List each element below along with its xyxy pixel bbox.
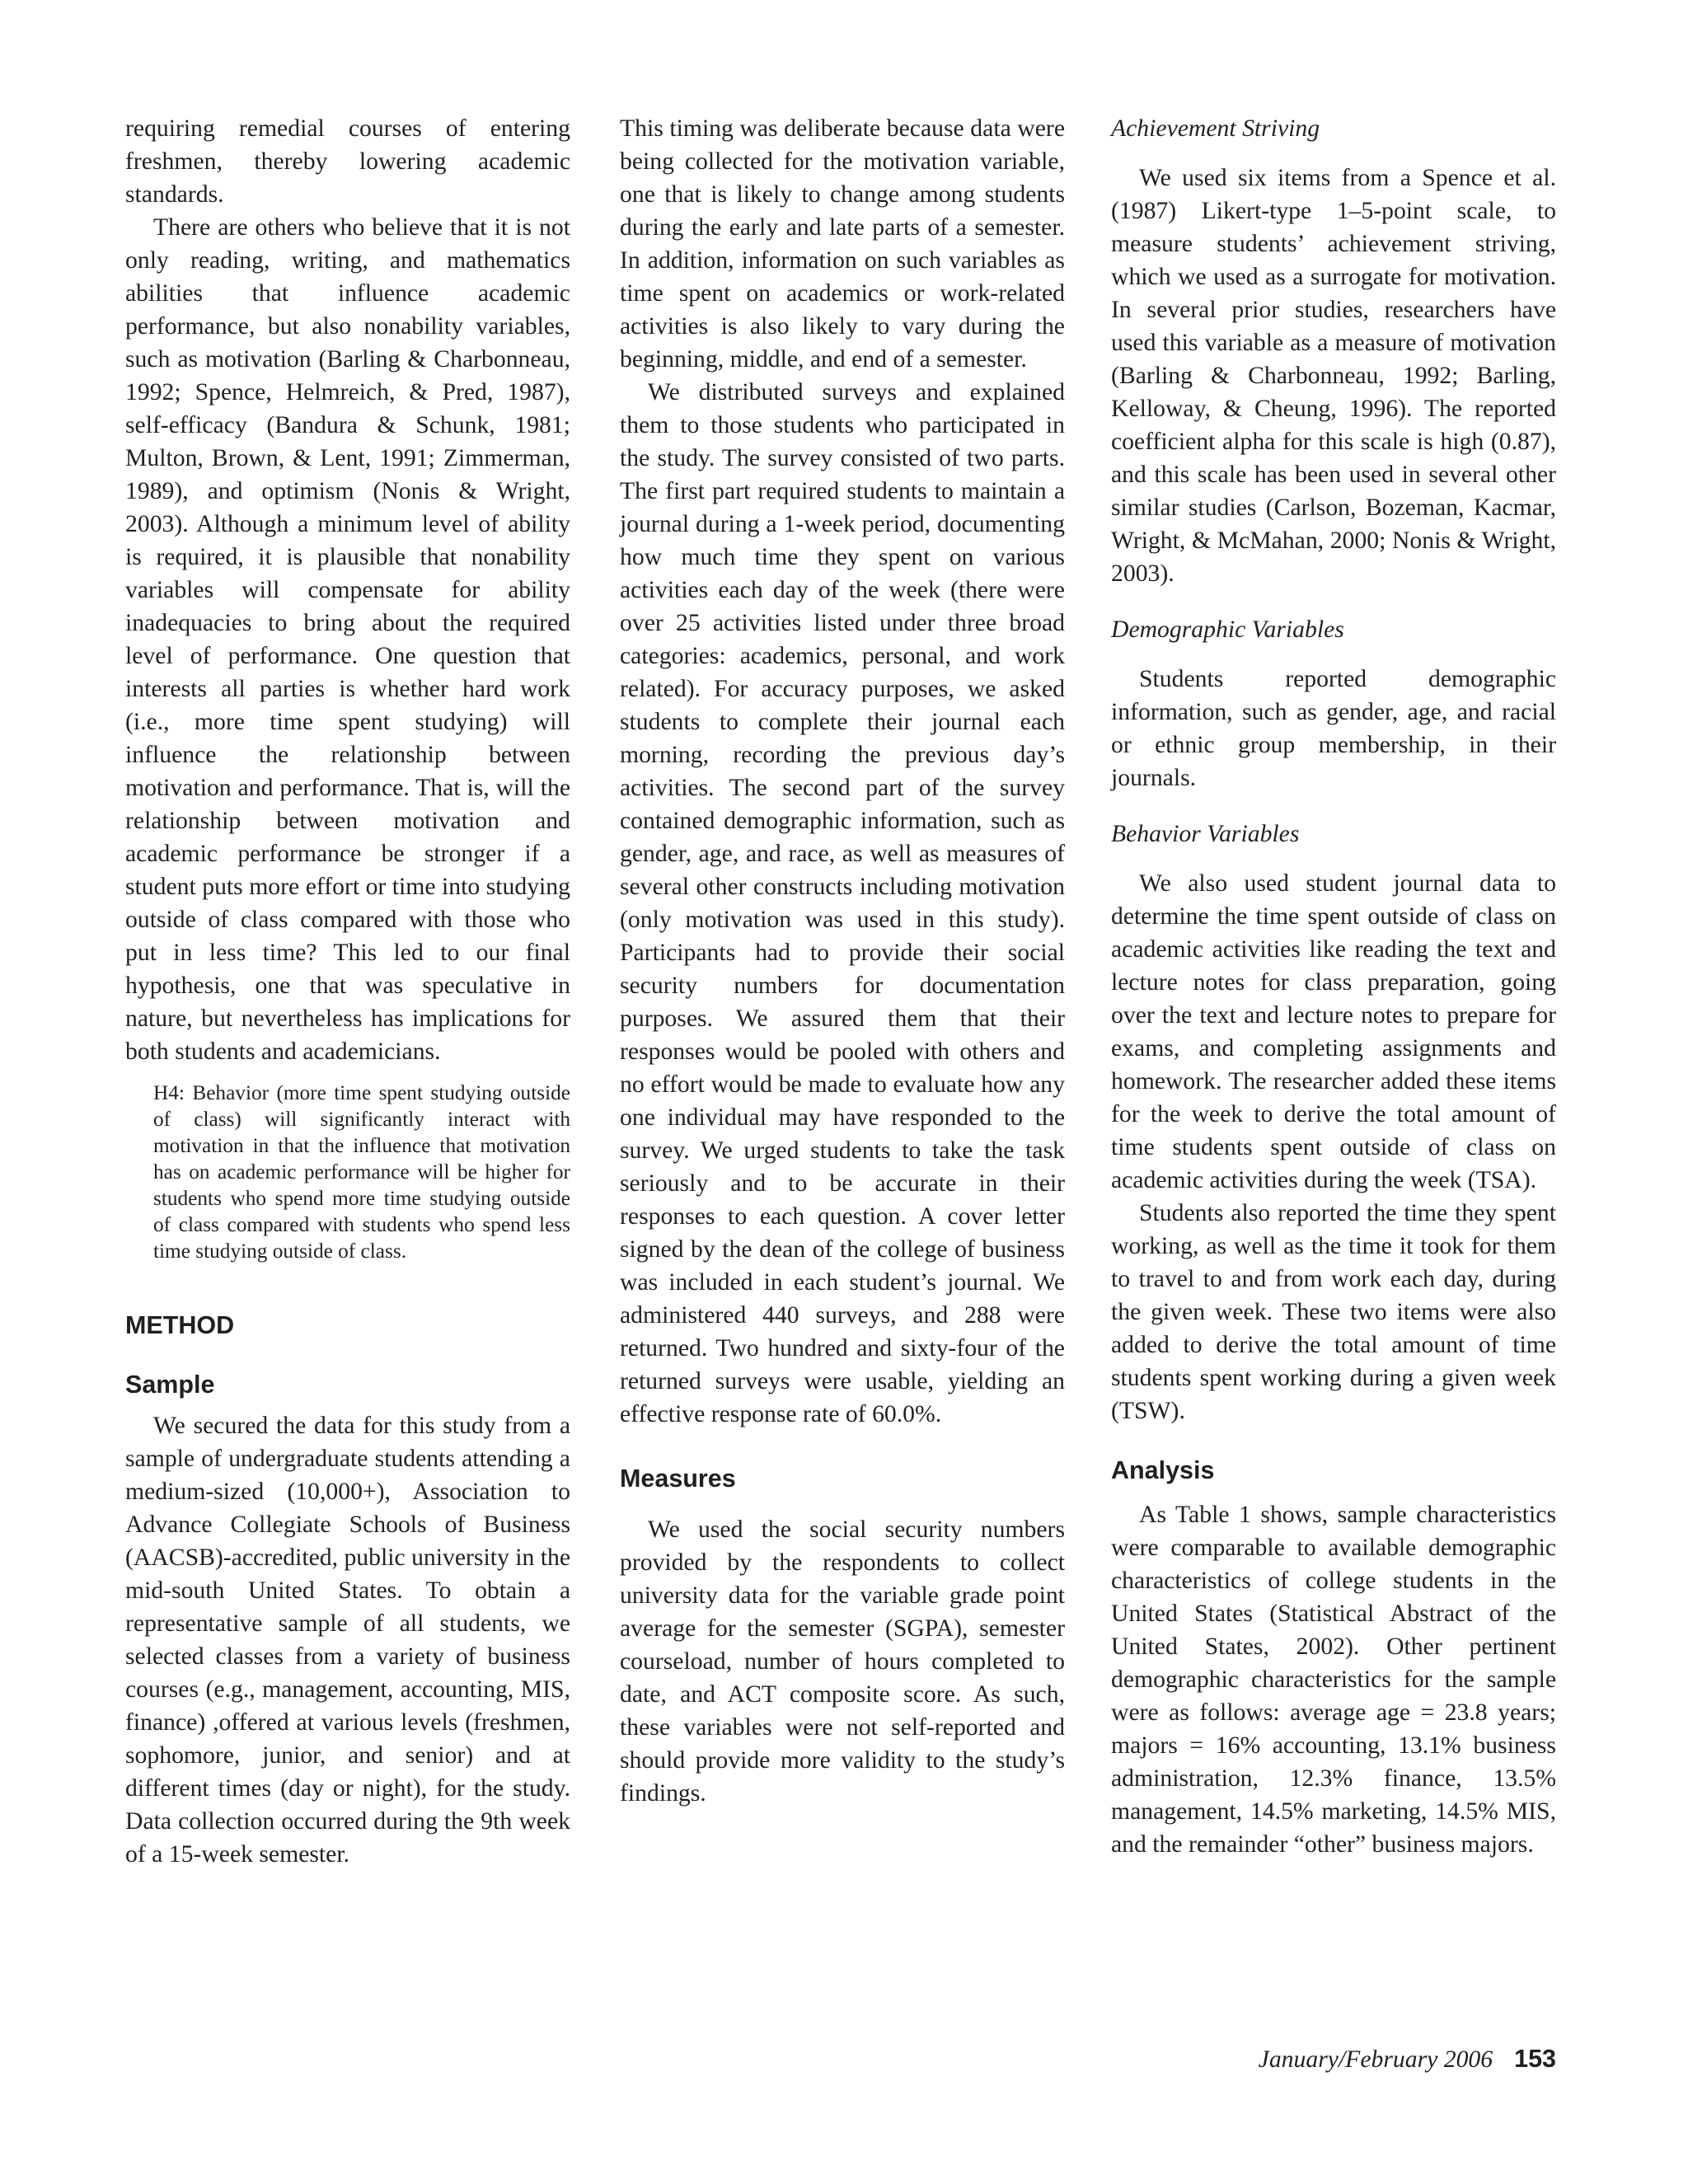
paragraph-demographic: Students reported demographic information, such as gender, age, and racial or ethnic group membership, in their journals. [1111, 666, 1556, 791]
measures-heading: Measures [620, 1465, 736, 1493]
paragraph-behavior: We also used student journal data to determine the time spent outside of class on academic activities like reading the text and lecture notes for class preparation, going over the text and lecture notes to prepare for exams, and completing assignments and homework. The researcher added these items for the week to derive the total amount of time students spent outside of class on academic activities during the week (TSA). [1111, 870, 1556, 1193]
paragraph-1: requiring remedial courses of entering freshmen, thereby lowering academic standards. [125, 115, 570, 208]
paragraph-measures: We used the social security numbers provided by the respondents to collect university data for the variable grade point average for the semester (SGPA), semester courseload, number of hours completed to date, and ACT composite score. As such, these variables were not self-reported and should provide more validity to the study’s findings. [620, 1516, 1065, 1807]
paragraph-surveys: We distributed surveys and explained them to those students who participated in the study. The survey consisted of two parts. The first part required students to maintain a journal during a 1-week period, documenting how much time they spent on various activities each day of the week (there were over 25 activities listed under three broad categories: academics, personal, and work related). For accuracy purposes, we asked students to complete their journal each morning, recording the previous day’s activities. The second part of the survey contained demographic information, such as gender, age, and race, as well as measures of several other constructs including motivation (only motivation was used in this study). Participants had to provide their social security numbers for documentation purposes. We assured them that their responses would be pooled with others and no effort would be made to evaluate how any one individual may have responded to the survey. We urged students to take the task seriously and to be accurate in their responses to each question. A cover letter signed by the dean of the college of business was included in each student’s journal. We administered 440 surveys, and 288 were returned. Two hundred and sixty-four of the returned surveys were usable, yielding an effective response rate of 60.0%. [620, 379, 1065, 1427]
column-left [125, 112, 570, 1871]
paragraph-achievement: We used six items from a Spence et al. (1987) Likert-type 1–5-point scale, to measure students’ achievement striving, which we used as a surrogate for motivation. In several prior studies, researchers have used this variable as a measure of motivation (Barling & Charbonneau, 1992; Barling, Kelloway, & Cheung, 1996). The reported coefficient alpha for this scale is high (0.87), and this scale has been used in several other similar studies (Carlson, Bozeman, Kacmar, Wright, & McMahan, 2000; Nonis & Wright, 2003). [1111, 165, 1556, 587]
column-right [1111, 112, 1556, 1861]
page-footer [1111, 2042, 1556, 2076]
paragraph-sample: We secured the data for this study from a sample of undergraduate students attending a medium-sized (10,000+), Association to Advance Collegiate Schools of Business (AACSB)-accredited, public university in the mid-south United States. To obtain a representative sample of all students, we selected classes from a variety of business courses (e.g., management, accounting, MIS, finance) ,offered at various levels (freshmen, sophomore, junior, and senior) and at different times (day or night), for the study. Data collection occurred during the 9th week of a 15-week semester. [125, 1413, 571, 1868]
paragraph-2: There are others who believe that it is not only reading, writing, and mathematics abilities that influence academic performance, but also nonability variables, such as motivation (Barling & Charbonneau, 1992; Spence, Helmreich, & Pred, 1987), self-efficacy (Bandura & Schunk, 1981; Multon, Brown, & Lent, 1991; Zimmerman, 1989), and optimism (Nonis & Wright, 2003). Although a minimum level of ability is required, it is plausible that nonability variables will compensate for ability inadequacies to bring about the required level of performance. One question that interests all parties is whether hard work (i.e., more time spent studying) will influence the relationship between motivation and performance. That is, will the relationship between motivation and academic performance be stronger if a student puts more effort or time into studying outside of class compared with those who put in less time? This led to our final hypothesis, one that was speculative in nature, but nevertheless has implications for both students and academicians. [125, 214, 570, 1065]
journal-issue-date: January/February 2006 [1258, 2046, 1493, 2073]
demographic-variables-heading: Demographic Variables [1111, 616, 1344, 643]
sample-heading: Sample [125, 1371, 215, 1399]
behavior-variables-heading: Behavior Variables [1111, 821, 1300, 847]
paragraph-work-time: Students also reported the time they spent working, as well as the time it took for them to travel to and from work each day, during the given week. These two items were also added to derive the total amount of time students spent working during a given week (TSW). [1111, 1200, 1556, 1424]
column-middle [620, 112, 1065, 1810]
paragraph-timing: This timing was deliberate because data were being collected for the motivation variable, one that is likely to change among students during the early and late parts of a semester. In addition, information on such variables as time spent on academics or work-related activities is also likely to vary during the beginning, middle, and end of a semester. [620, 115, 1065, 373]
paragraph-analysis: As Table 1 shows, sample characteristics were comparable to available demographic characteristics of college students in the United States (Statistical Abstract of the United States, 2002). Other pertinent demographic characteristics for the sample were as follows: average age = 23.8 years; majors = 16% accounting, 13.1% business administration, 12.3% finance, 13.5% management, 14.5% marketing, 14.5% MIS, and the remainder “other” business majors. [1111, 1502, 1556, 1858]
page-number: 153 [1514, 2045, 1556, 2073]
hypothesis-h4: H4: Behavior (more time spent studying outside of class) will significantly interact with motivation in that the influence that motivation has on academic performance will be higher for students who spend more time studying outside of class compared with students who spend less time studying outside of class. [153, 1081, 570, 1263]
analysis-heading: Analysis [1111, 1456, 1215, 1484]
achievement-striving-heading: Achievement Striving [1111, 115, 1320, 142]
method-heading: METHOD [125, 1311, 235, 1339]
